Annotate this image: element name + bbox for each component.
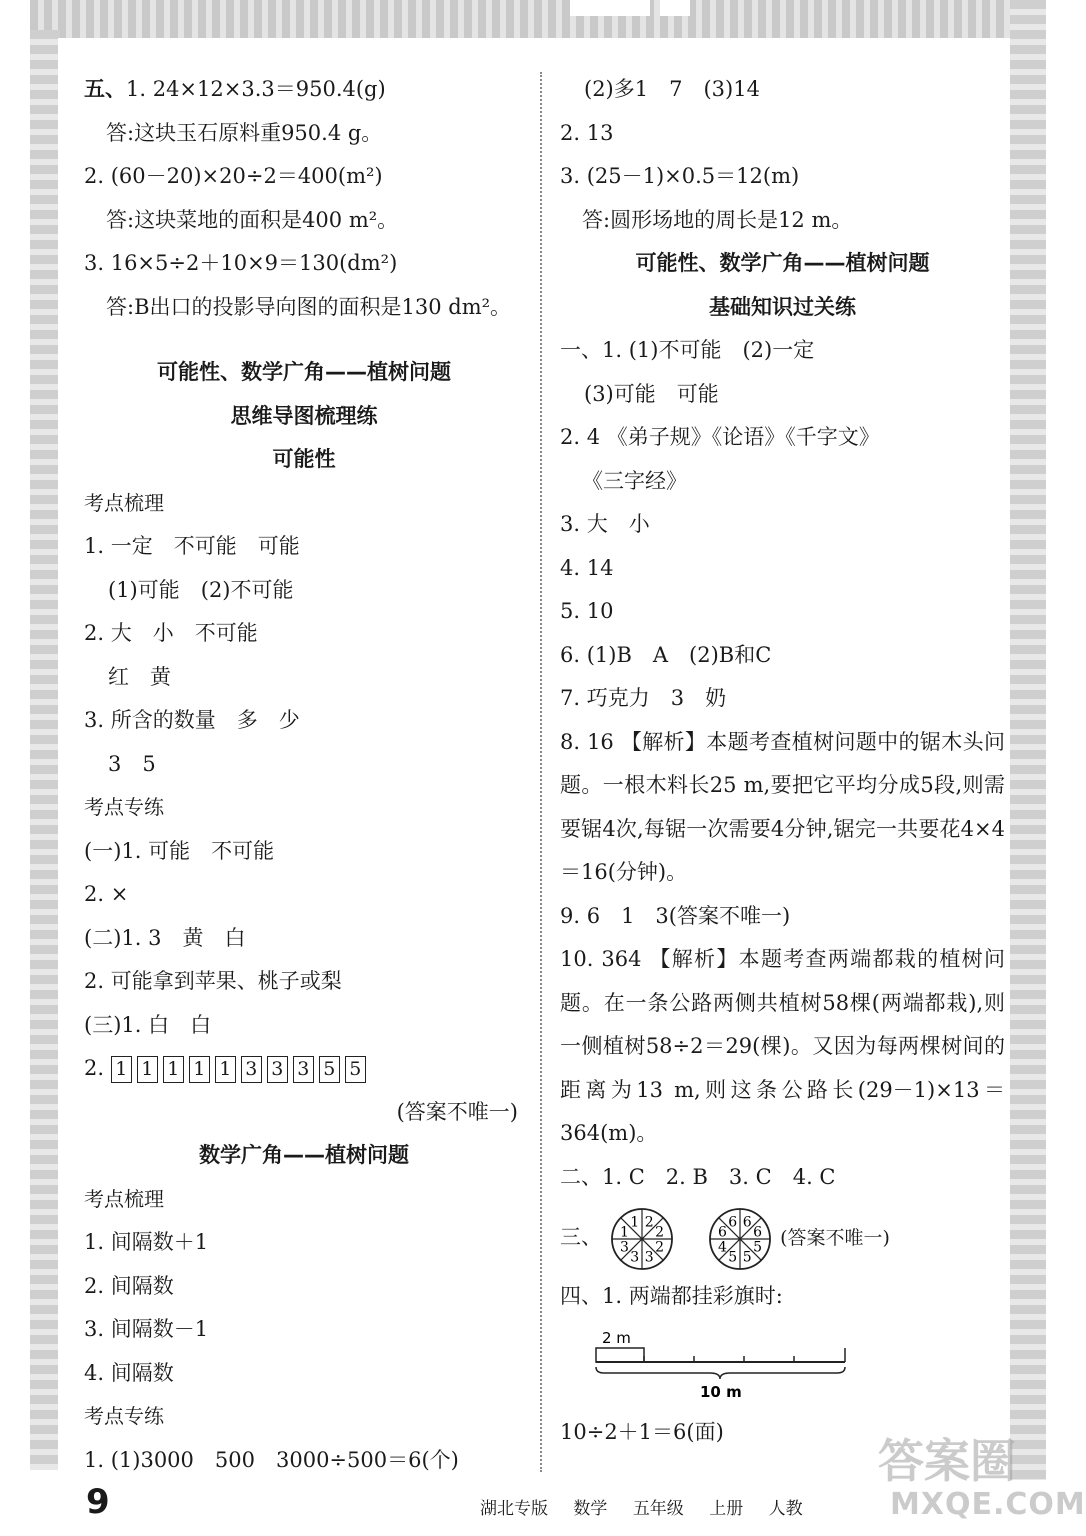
segment-label: 2 m [602, 1328, 631, 1347]
answer-text: 9. 6 1 3(答案不唯一) [560, 903, 791, 928]
watermark-text: 答案圈 [878, 1434, 1016, 1488]
digit-boxes [111, 1056, 371, 1080]
answer-text: 3. 所含的数量 多 少 [84, 708, 300, 732]
answer-text: 答:这块菜地的面积是400 m²。 [106, 207, 399, 232]
spinner-label: 6 [718, 1224, 728, 1241]
answer-text: 答:圆形场地的周长是12 m。 [582, 207, 853, 232]
spinner-label: 2 [654, 1238, 664, 1255]
answer-text: (3)可能 可能 [584, 381, 719, 406]
edition-label: 湖北专版 [480, 1499, 548, 1519]
answer-text: (1)可能 (2)不可能 [108, 577, 294, 602]
section-title: 可能性、数学广角——植树问题 [635, 251, 930, 275]
top-tab [660, 0, 690, 16]
column-divider [540, 72, 542, 1472]
subsection-heading: 考点梳理 [84, 490, 164, 515]
flag-line-diagram [560, 1319, 860, 1411]
section-title: 可能性、数学广角——植树问题 [157, 360, 451, 384]
answer-text: 4. 间隔数 [84, 1360, 174, 1385]
total-brace [596, 1367, 845, 1379]
answer-text: (一)1. 可能 不可能 [84, 838, 275, 863]
answer-text: 2. 4 《弟子规》《论语》《千字文》 [560, 425, 880, 449]
spinner-label: 5 [728, 1249, 738, 1266]
top-tab [570, 0, 650, 16]
decorative-border-top [30, 0, 1046, 38]
answer-text: 3 5 [108, 751, 156, 776]
digit-box: 1 [111, 1056, 132, 1083]
spinner-label: 1 [619, 1224, 629, 1241]
answer-text: 7. 巧克力 3 奶 [560, 686, 727, 710]
digit-box: 1 [163, 1056, 184, 1083]
digit-box: 1 [215, 1056, 236, 1083]
answer-text: 2. 间隔数 [84, 1273, 174, 1298]
answer-text: 2. × [84, 882, 129, 906]
answer-text: 10÷2＋1＝6(面) [560, 1419, 724, 1444]
page-number: 9 [86, 1482, 110, 1522]
answer-text: 2. (60－20)×20÷2＝400(m²) [84, 164, 383, 188]
watermark-url: MXQE.COM [890, 1487, 1086, 1522]
section-title: 数学广角——植树问题 [199, 1143, 409, 1167]
digit-boxes-row [84, 1047, 524, 1091]
spinner-label: 4 [718, 1238, 728, 1255]
answer-number: 2. [84, 1056, 105, 1080]
answer-text: (三)1. 白 白 [84, 1012, 212, 1037]
answer-text: 一、1. (1)不可能 (2)一定 [560, 338, 815, 362]
answer-text: 1. 间隔数＋1 [84, 1230, 209, 1254]
answer-text: 2. 13 [560, 120, 614, 145]
answer-text: (二)1. 3 黄 白 [84, 925, 246, 950]
answer-text: 3. 间隔数－1 [84, 1317, 209, 1341]
spinner-label: 5 [743, 1249, 753, 1266]
spinner-label: 6 [728, 1213, 738, 1230]
spinner-row [560, 1199, 1005, 1275]
watermark-logo [860, 1425, 1086, 1533]
publisher-label: 人教 [768, 1499, 803, 1519]
answer-text: 1. 24×12×3.3＝950.4(g) [126, 77, 386, 101]
answer-text: 1. 一定 不可能 可能 [84, 534, 300, 558]
answer-text: 6. (1)B A (2)B和C [560, 642, 772, 667]
subsection-heading: 考点梳理 [84, 1186, 164, 1211]
subject-label: 数学 [573, 1499, 608, 1519]
decorative-border-left [30, 30, 60, 1470]
subsection-heading: 考点专练 [84, 795, 164, 819]
spinner-label: 3 [644, 1249, 654, 1266]
spinner-label: 3 [629, 1249, 639, 1266]
right-column [560, 68, 1005, 1454]
answer-text: 3. (25－1)×0.5＝12(m) [560, 164, 800, 188]
total-label: 10 m [700, 1382, 742, 1401]
section-subtitle: 思维导图梳理练 [230, 403, 378, 428]
digit-box: 3 [267, 1056, 288, 1083]
answer-text: 4. 14 [560, 555, 614, 580]
decorative-border-right [1010, 0, 1046, 1480]
spinner-diagram-2 [707, 1206, 773, 1272]
subsection-heading: 考点专练 [84, 1404, 164, 1428]
spinner-label: 3 [619, 1238, 629, 1255]
answer-text: 答:这块玉石原料重950.4 g。 [106, 120, 383, 145]
segment-bracket [596, 1348, 644, 1362]
spinner-label: 6 [753, 1224, 763, 1241]
answer-text: 《三字经》 [582, 468, 687, 493]
book-info [480, 1494, 823, 1519]
section-subtitle: 基础知识过关练 [709, 294, 856, 319]
spacer [84, 329, 524, 351]
answer-text: 1. (1)3000 500 3000÷500＝6(个) [84, 1447, 459, 1472]
spinner-diagram-1 [609, 1206, 675, 1272]
answer-text: 答:B出口的投影导向图的面积是130 dm²。 [106, 294, 512, 319]
answer-text: 红 黄 [108, 664, 171, 689]
spinner-label: 5 [753, 1238, 763, 1255]
answer-text: (2)多1 7 (3)14 [584, 77, 760, 101]
flag-diagram [560, 1319, 1005, 1411]
spinner-label: 2 [644, 1213, 654, 1230]
answer-explanation: 8. 16 【解析】本题考查植树问题中的锯木头问题。一根木料长25 m,要把它平均分成5段,则需要锯4次,每锯一次需要4分钟,锯完一共要花4×4＝16(分钟)。 [560, 729, 1005, 884]
digit-box: 3 [241, 1056, 262, 1083]
digit-box: 3 [293, 1056, 314, 1083]
section-subtitle: 可能性 [272, 447, 336, 471]
left-column [84, 68, 524, 1482]
digit-box: 1 [137, 1056, 158, 1083]
spinner-label: 2 [654, 1224, 664, 1241]
spinner-label: 6 [743, 1213, 753, 1230]
volume-label: 上册 [709, 1499, 744, 1519]
grade-label: 五年级 [632, 1499, 684, 1519]
note-text: (答案不唯一) [396, 1099, 518, 1124]
digit-box: 1 [189, 1056, 210, 1083]
section-marker: 三、 [560, 1225, 602, 1249]
digit-box: 5 [319, 1056, 340, 1083]
answer-text: 四、1. 两端都挂彩旗时: [560, 1284, 783, 1308]
answer-text: 3. 大 小 [560, 512, 650, 536]
answer-text: 2. 可能拿到苹果、桃子或梨 [84, 969, 342, 993]
spinner-label: 1 [629, 1213, 639, 1230]
digit-box: 5 [345, 1056, 366, 1083]
answer-text: 3. 16×5÷2＋10×9＝130(dm²) [84, 251, 398, 275]
answer-text: 2. 大 小 不可能 [84, 621, 258, 645]
section-marker: 五、 [84, 77, 126, 101]
answer-text: 5. 10 [560, 599, 614, 623]
section-five-q1 [84, 68, 524, 112]
answer-text: 二、1. C 2. B 3. C 4. C [560, 1164, 836, 1189]
answer-explanation: 10. 364 【解析】本题考查两端都栽的植树问题。在一条公路两侧共植树58棵(两端都栽),则一侧植树58÷2＝29(棵)。又因为每两棵树间的距离为13 m,则这条公路长(29－1)×13＝364(m)。 [560, 947, 1005, 1145]
note-text: (答案不唯一) [780, 1227, 890, 1249]
